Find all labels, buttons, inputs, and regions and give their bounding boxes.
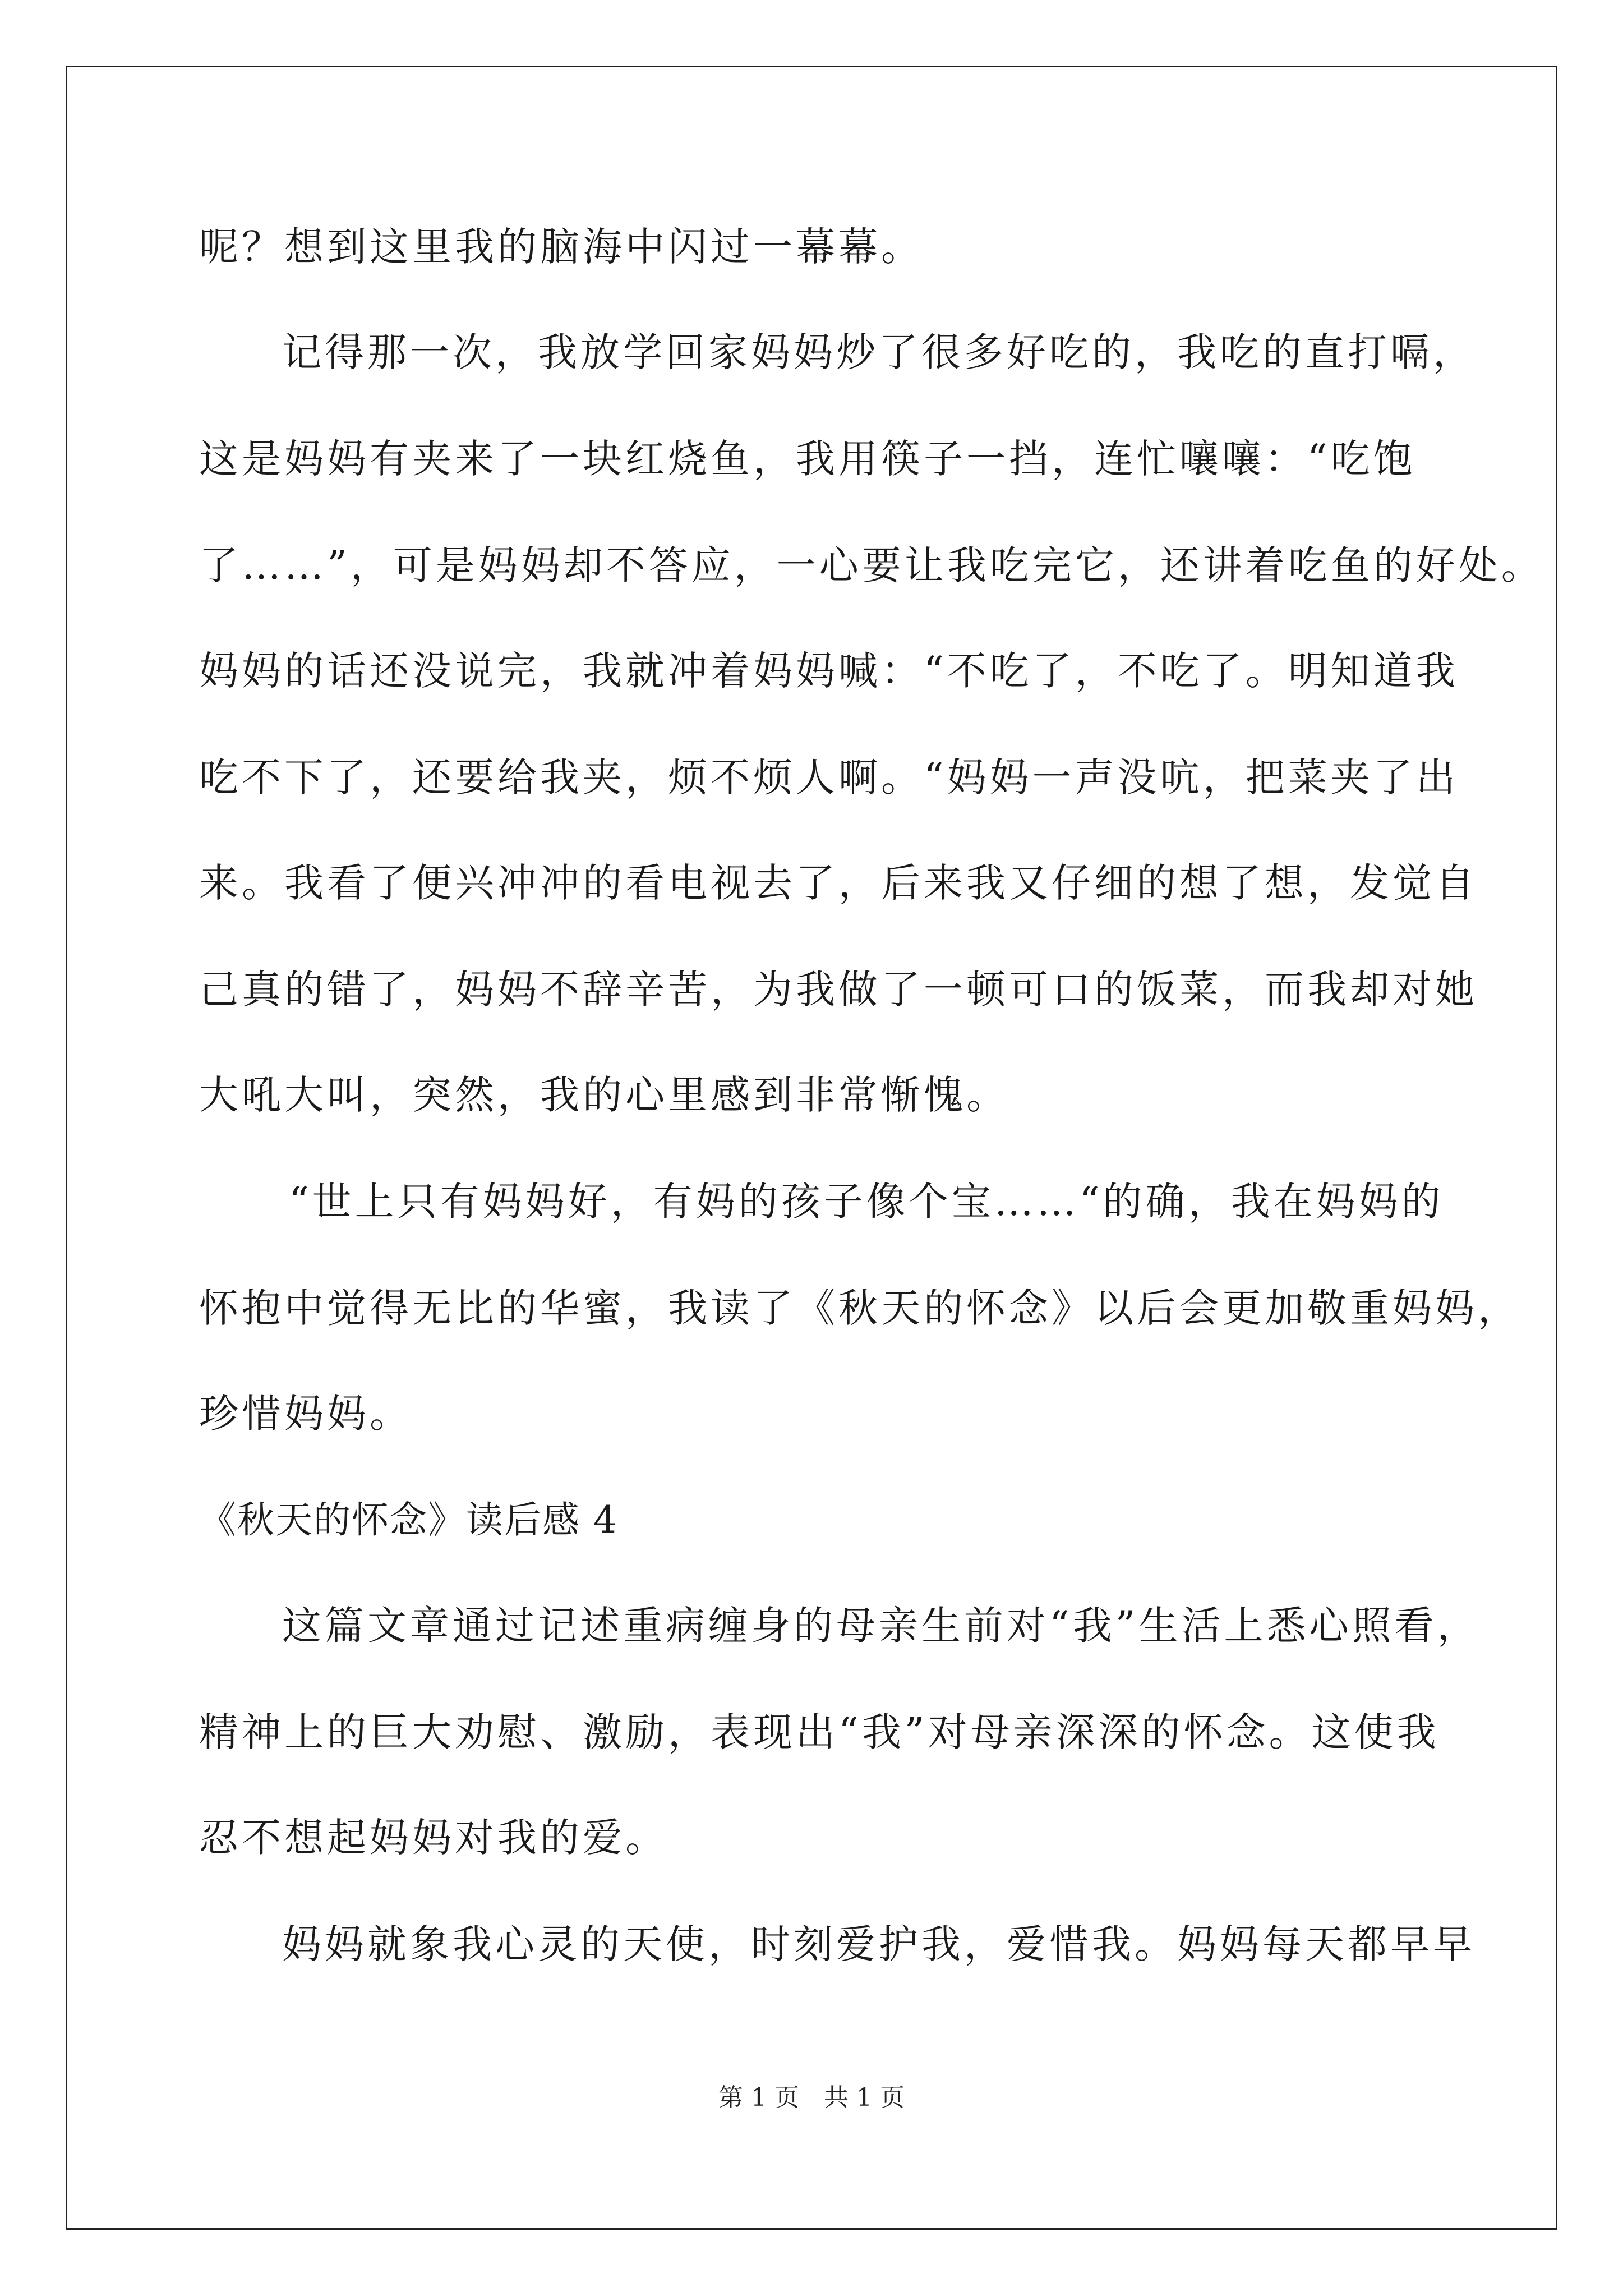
- page-border: [66, 66, 1557, 2230]
- paragraph-line: 己真的错了，妈妈不辞辛苦，为我做了一顿可口的饭菜，而我却对她: [199, 967, 1478, 1013]
- paragraph-line: 这篇文章通过记述重病缠身的母亲生前对“我”生活上悉心照看，: [282, 1603, 1480, 1649]
- paragraph-line: 呢？想到这里我的脑海中闪过一幕幕。: [199, 224, 924, 270]
- paragraph-line: 珍惜妈妈。: [199, 1391, 412, 1437]
- paragraph-line: 忍不想起妈妈对我的爱。: [199, 1815, 668, 1861]
- page-footer: 第 1 页 共 1 页: [718, 2083, 905, 2112]
- paragraph-line: 这是妈妈有夹来了一块红烧鱼，我用筷子一挡，连忙嚷嚷：“吃饱: [199, 436, 1416, 482]
- paragraph-line: 妈妈就象我心灵的天使，时刻爱护我，爱惜我。妈妈每天都早早: [282, 1921, 1476, 1967]
- section-heading: 《秋天的怀念》读后感 4: [199, 1498, 618, 1542]
- paragraph-line: 来。我看了便兴冲冲的看电视去了，后来我又仔细的想了想，发觉自: [199, 860, 1478, 906]
- paragraph-line: 记得那一次，我放学回家妈妈炒了很多好吃的，我吃的直打嗝，: [282, 329, 1476, 375]
- paragraph-line: 精神上的巨大劝慰、激励，表现出“我”对母亲深深的怀念。这使我: [199, 1709, 1440, 1755]
- paragraph-line: 怀抱中觉得无比的华蜜，我读了《秋天的怀念》以后会更加敬重妈妈，: [199, 1285, 1520, 1331]
- paragraph-line: 吃不下了，还要给我夹，烦不烦人啊。“妈妈一声没吭，把菜夹了出: [199, 754, 1459, 800]
- paragraph-line: “世上只有妈妈好，有妈的孩子像个宝……“的确，我在妈妈的: [289, 1179, 1444, 1225]
- paragraph-line: 大吼大叫，突然，我的心里感到非常惭愧。: [199, 1072, 1009, 1118]
- paragraph-line: 妈妈的话还没说完，我就冲着妈妈喊：“不吃了，不吃了。明知道我: [199, 648, 1459, 694]
- paragraph-line: 了……”，可是妈妈却不答应，一心要让我吃完它，还讲着吃鱼的好处。: [199, 542, 1544, 588]
